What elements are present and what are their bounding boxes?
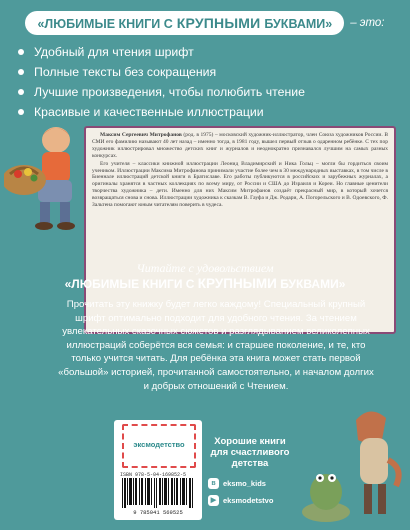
author-name: Максим Сергеевич Митрофанов xyxy=(100,132,182,138)
series-banner xyxy=(8,8,402,38)
series-subtitle-suffix: БУКВАМИ» xyxy=(276,277,346,291)
series-subtitle-highlight: КРУПНЫМИ xyxy=(197,276,277,291)
publisher-logo-text: эксмодетство xyxy=(133,440,185,449)
read-with-pleasure-title: Читайте с удовольствием xyxy=(136,261,274,275)
social-links xyxy=(208,478,308,506)
feature-item: Удобный для чтения шрифт xyxy=(16,42,396,62)
youtube-icon: ▶ xyxy=(208,495,219,506)
series-subtitle-prefix: «ЛЮБИМЫЕ КНИГИ С xyxy=(64,277,198,291)
isbn-label: ISBN 978-5-04-169852-5 xyxy=(120,472,187,478)
series-title-suffix: – это: xyxy=(350,17,385,29)
series-title-mid: БУКВАМИ» xyxy=(264,17,333,31)
vk-icon: в xyxy=(208,478,219,489)
series-subtitle xyxy=(0,276,410,291)
feature-item: Красивые и качественные иллюстрации xyxy=(16,102,396,122)
social-link-youtube[interactable] xyxy=(208,495,308,506)
publisher-stamp xyxy=(122,424,196,468)
barcode-card xyxy=(114,420,202,520)
series-title-prefix: «ЛЮБИМЫЕ КНИГИ С xyxy=(37,17,173,31)
feature-item: Лучшие произведения, чтобы полюбить чтение xyxy=(16,82,396,102)
slogan: Хорошие книги для счастливого детства xyxy=(210,436,290,469)
features-list xyxy=(16,42,396,122)
barcode xyxy=(120,478,196,508)
fox-and-frog-illustration xyxy=(296,390,408,528)
feature-item: Полные тексты без сокращения xyxy=(16,62,396,82)
social-label: eksmo_kids xyxy=(223,479,266,488)
isbn-number: 9 785041 569525 xyxy=(133,509,183,516)
series-title-pill xyxy=(25,11,344,35)
series-title-highlight: КРУПНЫМИ xyxy=(176,15,261,31)
social-link-vk[interactable] xyxy=(208,478,308,489)
social-label: eksmodetstvo xyxy=(223,496,274,505)
bio-paragraph: (род. в 1975) – московский художник-иллюстратор, член Союза художников России. В СМИ его фамилию называют 40 лет назад – именно тогда, в 1981 году, вышел первый отзыв о одаренном ребёнке. С тех пор художник иллюстрировал множество детских книг и журналов и неоднократно признавался лучшим на самых разных конкурсах. xyxy=(92,132,388,159)
bio-paragraph: Его учителя – классики книжной иллюстрации Леонид Владимирский и Ника Гольц – могли бы гордиться своим учеником. Иллюстрации Максима Митрофанова принимали участие более чем в 30 международных выставках, в том числе в Биеннале иллюстраций детской книги в Братиславе. Его работы публикуются в российских и зарубежных журналах, а оригиналы хранятся в частных коллекциях по всему миру, от России и США до Израиля и Кореи. Но главные ценители творчества художника – дети. Именно для них Максим Митрофанов создаёт прекрасный мир, в который хочется возвращаться снова и снова. Иллюстрации художника к сказкам В. Гауфа и Дж. Родари, А. Погорельского и В. Одоевского, Ф. Зальтена помогают юным читателям поверить в чудеса. xyxy=(92,160,388,209)
book-description: Прочитать эту книжку будет легко каждому! Специальный крупный шрифт оптимально подходит для удобного чтения. За чтением увлекательных сказочных сюжетов и разглядыванием великолепных иллюстраций соберётся вся семья: и старшее поколение, и те, кто только учится читать. Для ребёнка эта книга может стать первой «большой» историей, прочитанной самостоятельно, и началом долгих и добрых отношений с Чтением. xyxy=(58,299,374,392)
